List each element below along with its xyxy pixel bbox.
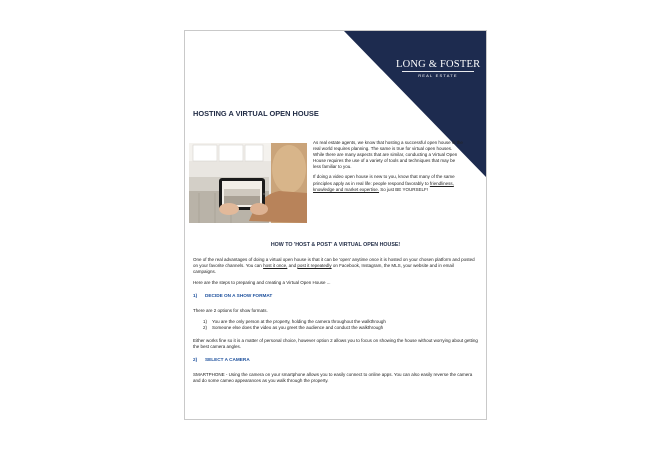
list-item-number: 1): [203, 318, 208, 324]
brand-tagline: REAL ESTATE: [418, 73, 458, 78]
section-2-heading: [193, 357, 478, 363]
document-title: HOSTING A VIRTUAL OPEN HOUSE: [193, 109, 319, 118]
brand-name: LONG & FOSTER: [396, 59, 481, 70]
intro-p2-text: If doing a video open house is new to you, know that many of the same principles apply as in real life: people respond favorably to: [313, 174, 455, 186]
host-it-once-text: host it once,: [263, 263, 288, 269]
document-body: [193, 242, 478, 389]
section-1-heading: [193, 293, 478, 299]
intro-p2-emphasis: friendliness, knowledge and market expertise.: [313, 180, 454, 192]
intro-p2-closing: So just BE YOURSELF!: [379, 186, 428, 192]
para1-joiner: and: [287, 263, 298, 269]
list-item-text: You are the only person at the property, holding the camera throughout the walkthrough: [212, 318, 386, 324]
post-repeatedly-text: post it repeatedly: [297, 263, 332, 269]
list-item: [203, 325, 478, 331]
paragraph-steps-intro: Here are the steps to preparing and creating a Virtual Open House ...: [193, 279, 331, 285]
document-page: [184, 30, 487, 420]
section-2-label: SELECT A CAMERA: [205, 357, 250, 363]
list-item-number: 2): [203, 324, 208, 330]
hero-photo: [189, 143, 307, 223]
para1-text: One of the real advantages of doing a virtual open house is that it can be 'open' anytime once it is hosted on your chosen platform and posted on your favorite channels. You can: [193, 257, 475, 269]
logo-divider: [402, 71, 474, 72]
section-1-number: 1): [193, 292, 198, 298]
paragraph-either-works: Either works fine so it is a matter of personal choice, however option 2 allows you to focus on showing the house without worrying about getting the best camera angles.: [193, 337, 478, 349]
section-heading: HOW TO 'HOST & POST' A VIRTUAL OPEN HOUSE!: [270, 242, 401, 248]
phone-filming-kitchen-image: [189, 143, 307, 223]
intro-text: [313, 140, 463, 197]
options-list: [203, 319, 478, 331]
intro-paragraph-2: [313, 174, 463, 192]
paragraph-smartphone: SMARTPHONE - Using the camera on your smartphone allows you to easily connect to online apps. You can also easily reverse the camera and do some cameo appearances as you walk through the property.: [193, 372, 473, 384]
options-intro: There are 2 options for show formats.: [193, 308, 268, 314]
section-2-number: 2): [193, 357, 198, 363]
brand-logo: [396, 59, 480, 78]
intro-paragraph-1: As real estate agents, we know that hosting a successful open house in the real world requires planning. The same is true for virtual open houses. While there are many aspects that are similar, conducting a Virtual Open House requires the use of a variety of tools and techniques that may be less familiar to you.: [313, 140, 463, 170]
section-1-label: DECIDE ON A SHOW FORMAT: [205, 292, 273, 298]
paragraph-advantages: [193, 257, 478, 275]
para1-ending: on Facebook, Instagram, the MLS, your website and in email campaigns.: [193, 263, 454, 275]
list-item-text: Someone else does the video as you greet the audience and conduct the walkthrough: [212, 324, 384, 330]
